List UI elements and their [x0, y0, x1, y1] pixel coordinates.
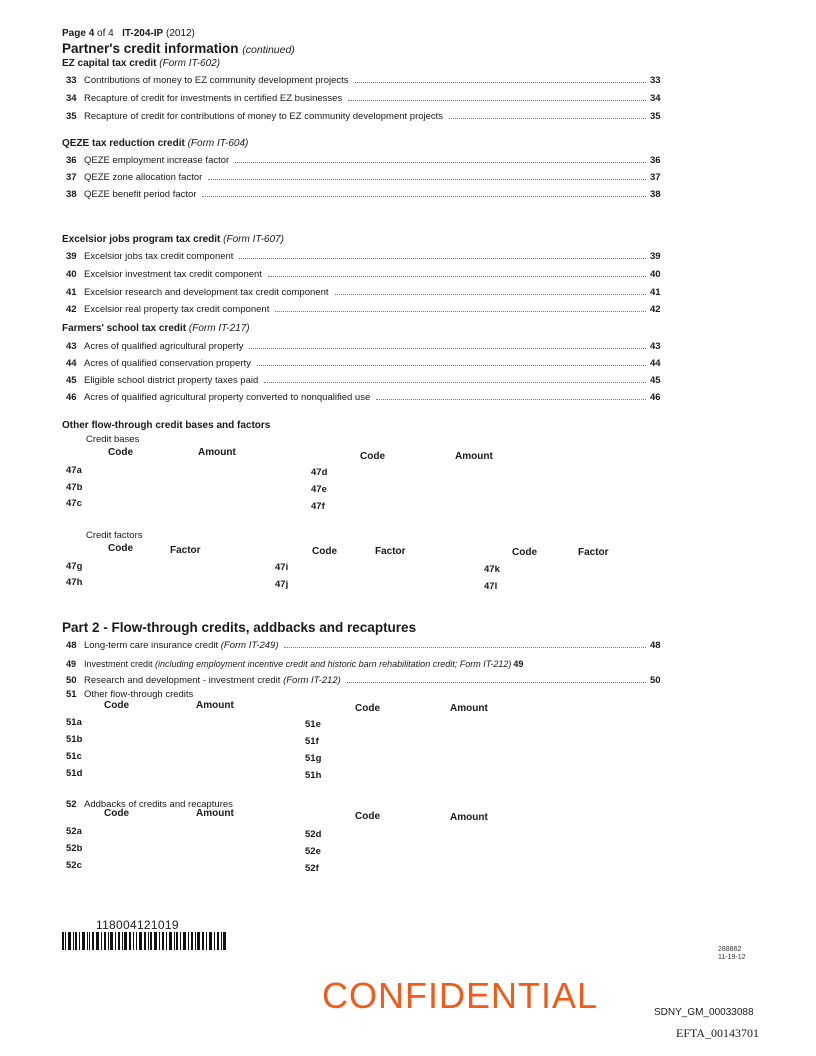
leader-dots	[257, 365, 646, 366]
line-ref: 42	[650, 304, 661, 315]
line-ref: 50	[650, 675, 661, 686]
field-51a[interactable]: 51a	[66, 717, 82, 728]
qeze-title-text: QEZE tax reduction credit	[62, 138, 185, 149]
line-label: Addbacks of credits and recaptures	[84, 799, 233, 810]
line-ref: 37	[650, 172, 661, 183]
bases-amount-header: Amount	[198, 447, 236, 458]
title-text: Partner's credit information	[62, 41, 239, 56]
line-ref: 44	[650, 358, 661, 369]
line-50	[66, 672, 666, 686]
l52-amount-header-2: Amount	[450, 812, 488, 823]
ez-form-ref: (Form IT-602)	[159, 58, 221, 69]
line-46	[66, 389, 666, 403]
form-id: IT-204-IP	[122, 28, 164, 39]
line-label-text: Research and development - investment credit	[84, 675, 281, 686]
field-47g[interactable]: 47g	[66, 561, 83, 572]
line-label: Excelsior research and development tax credit component	[84, 287, 329, 298]
stamp-line-2: 11-19-12	[718, 954, 746, 961]
line-label: QEZE zone allocation factor	[84, 172, 203, 183]
factors-code-header-1: Code	[108, 543, 133, 554]
leader-dots	[335, 294, 647, 295]
line-40	[66, 266, 666, 280]
line-label: QEZE benefit period factor	[84, 189, 197, 200]
line-48	[66, 637, 666, 651]
excelsior-section-title	[62, 234, 284, 245]
line-number: 38	[66, 189, 77, 200]
form-year: (2012)	[165, 28, 195, 39]
line-ref: 43	[650, 341, 661, 352]
qeze-form-ref: (Form IT-604)	[187, 138, 249, 149]
line-label: QEZE employment increase factor	[84, 155, 230, 166]
line-number: 48	[66, 640, 77, 651]
l51-code-header: Code	[104, 700, 129, 711]
leader-dots	[264, 382, 646, 383]
leader-dots	[347, 682, 646, 683]
line-label: Acres of qualified agricultural property	[84, 341, 244, 352]
line-number: 42	[66, 304, 77, 315]
line-label: Eligible school district property taxes paid	[84, 375, 259, 386]
line-number: 43	[66, 341, 77, 352]
field-47b[interactable]: 47b	[66, 482, 83, 493]
factors-factor-header-1: Factor	[170, 545, 201, 556]
field-52a[interactable]: 52a	[66, 826, 82, 837]
ez-section-title	[62, 58, 220, 69]
field-51h[interactable]: 51h	[305, 770, 322, 781]
line-49	[66, 655, 666, 669]
page-number: 4	[88, 28, 95, 39]
page-prefix: Page	[62, 28, 86, 39]
ez-title-text: EZ capital tax credit	[62, 58, 157, 69]
line-label: Recapture of credit for contributions of money to EZ community development projects	[84, 111, 444, 122]
line-ref: 34	[650, 93, 661, 104]
l52-code-header-2: Code	[355, 811, 380, 822]
factors-code-header-3: Code	[512, 547, 537, 558]
line-number: 51	[66, 689, 77, 700]
farmers-section-title	[62, 323, 250, 334]
page-of: of 4	[97, 28, 114, 39]
excelsior-title-text: Excelsior jobs program tax credit	[62, 234, 221, 245]
leader-dots	[275, 311, 646, 312]
line-form-ref: (Form IT-212)	[283, 675, 341, 686]
leader-dots	[235, 162, 646, 163]
line-number: 35	[66, 111, 77, 122]
line-number: 36	[66, 155, 77, 166]
field-51f[interactable]: 51f	[305, 736, 319, 747]
l51-code-header-2: Code	[355, 703, 380, 714]
line-42	[66, 301, 666, 315]
line-ref: 48	[650, 640, 661, 651]
line-35	[66, 108, 666, 122]
line-label-text: Long-term care insurance credit	[84, 640, 219, 651]
line-label	[84, 659, 511, 669]
bases-code-header: Code	[108, 447, 133, 458]
factors-code-header-2: Code	[312, 546, 337, 557]
leader-dots	[355, 82, 646, 83]
line-ref: 46	[650, 392, 661, 403]
leader-dots	[376, 399, 646, 400]
qeze-section-title	[62, 138, 248, 149]
line-ref: 39	[650, 251, 661, 262]
leader-dots	[208, 179, 646, 180]
l52-amount-header: Amount	[196, 808, 234, 819]
line-label: Acres of qualified agricultural property converted to nonqualified use	[84, 392, 371, 403]
line-ref: 38	[650, 189, 661, 200]
farmers-title-text: Farmers' school tax credit	[62, 323, 187, 334]
line-number: 41	[66, 287, 77, 298]
line-39	[66, 248, 666, 262]
field-47c[interactable]: 47c	[66, 498, 82, 509]
field-47d[interactable]: 47d	[311, 467, 328, 478]
field-47f[interactable]: 47f	[311, 501, 325, 512]
line-label: Acres of qualified conservation property	[84, 358, 251, 369]
line-ref: 33	[650, 75, 661, 86]
line-detail: (including employment incentive credit and historic barn rehabilitation credit; Form IT-212)	[155, 659, 512, 669]
line-37	[66, 169, 666, 183]
line-label	[84, 675, 341, 686]
line-label-text: Investment credit	[84, 659, 153, 669]
barcode-number: 118004121019	[96, 918, 179, 932]
field-47j[interactable]: 47j	[275, 579, 289, 590]
l52-code-header: Code	[104, 808, 129, 819]
line-number: 40	[66, 269, 77, 280]
l51-amount-header: Amount	[196, 700, 234, 711]
title-suffix: (continued)	[242, 44, 295, 56]
bates-number-1: SDNY_GM_00033088	[654, 1007, 754, 1018]
field-47l[interactable]: 47l	[484, 581, 498, 592]
field-47h[interactable]: 47h	[66, 577, 83, 588]
line-number: 39	[66, 251, 77, 262]
line-form-ref: (Form IT-249)	[220, 640, 279, 651]
bases-code-header-2: Code	[360, 451, 385, 462]
line-label	[84, 640, 278, 651]
line-number: 52	[66, 799, 77, 810]
line-ref: 45	[650, 375, 661, 386]
l51-amount-header-2: Amount	[450, 703, 488, 714]
line-number: 50	[66, 675, 77, 686]
field-51e[interactable]: 51e	[305, 719, 321, 730]
field-47a[interactable]: 47a	[66, 465, 82, 476]
field-52d[interactable]: 52d	[305, 829, 322, 840]
leader-dots	[268, 276, 646, 277]
line-label: Excelsior jobs tax credit component	[84, 251, 234, 262]
line-ref: 40	[650, 269, 661, 280]
field-52e[interactable]: 52e	[305, 846, 321, 857]
leader-dots	[239, 258, 646, 259]
line-41	[66, 284, 666, 298]
line-number: 37	[66, 172, 77, 183]
line-52	[66, 796, 666, 810]
bates-number-2: EFTA_00143701	[676, 1026, 760, 1040]
factors-factor-header-2: Factor	[375, 546, 406, 557]
line-ref: 36	[650, 155, 661, 166]
line-label: Contributions of money to EZ community development projects	[84, 75, 349, 86]
line-number: 49	[66, 659, 77, 669]
line-ref: 41	[650, 287, 661, 298]
bases-amount-header-2: Amount	[455, 451, 493, 462]
field-47i[interactable]: 47i	[275, 562, 289, 573]
credit-factors-label: Credit factors	[86, 530, 143, 541]
line-45	[66, 372, 666, 386]
line-34	[66, 90, 666, 104]
leader-dots	[284, 647, 646, 648]
line-51	[66, 686, 666, 700]
line-44	[66, 355, 666, 369]
leader-dots	[249, 348, 646, 349]
line-label: Other flow-through credits	[84, 689, 194, 700]
page-header	[62, 28, 195, 39]
form-stamp	[718, 946, 746, 962]
barcode-icon	[62, 932, 226, 950]
line-label: Excelsior investment tax credit component	[84, 269, 262, 280]
leader-dots	[348, 100, 646, 101]
line-38	[66, 186, 666, 200]
field-52b[interactable]: 52b	[66, 843, 83, 854]
field-47k[interactable]: 47k	[484, 564, 500, 575]
line-number: 46	[66, 392, 77, 403]
line-ref: 35	[650, 111, 661, 122]
line-label: Recapture of credit for investments in certified EZ businesses	[84, 93, 343, 104]
field-52f[interactable]: 52f	[305, 863, 319, 874]
field-51c[interactable]: 51c	[66, 751, 82, 762]
stamp-line-1: 288862	[718, 946, 742, 953]
confidential-watermark: CONFIDENTIAL	[322, 975, 599, 1016]
line-number: 45	[66, 375, 77, 386]
excelsior-form-ref: (Form IT-607)	[223, 234, 284, 245]
leader-dots	[449, 118, 646, 119]
other-flow-title: Other flow-through credit bases and factors	[62, 420, 271, 431]
field-51b[interactable]: 51b	[66, 734, 83, 745]
field-51d[interactable]: 51d	[66, 768, 83, 779]
line-43	[66, 338, 666, 352]
page-title	[62, 41, 295, 56]
field-47e[interactable]: 47e	[311, 484, 327, 495]
credit-bases-label: Credit bases	[86, 434, 140, 445]
line-number: 33	[66, 75, 77, 86]
leader-dots	[202, 196, 646, 197]
line-ref: 49	[513, 659, 524, 669]
field-52c[interactable]: 52c	[66, 860, 82, 871]
line-number: 34	[66, 93, 77, 104]
part2-title: Part 2 - Flow-through credits, addbacks and recaptures	[62, 620, 417, 635]
line-number: 44	[66, 358, 77, 369]
field-51g[interactable]: 51g	[305, 753, 322, 764]
factors-factor-header-3: Factor	[578, 547, 609, 558]
line-36	[66, 152, 666, 166]
farmers-form-ref: (Form IT-217)	[188, 323, 250, 334]
line-label: Excelsior real property tax credit component	[84, 304, 270, 315]
line-33	[66, 72, 666, 86]
